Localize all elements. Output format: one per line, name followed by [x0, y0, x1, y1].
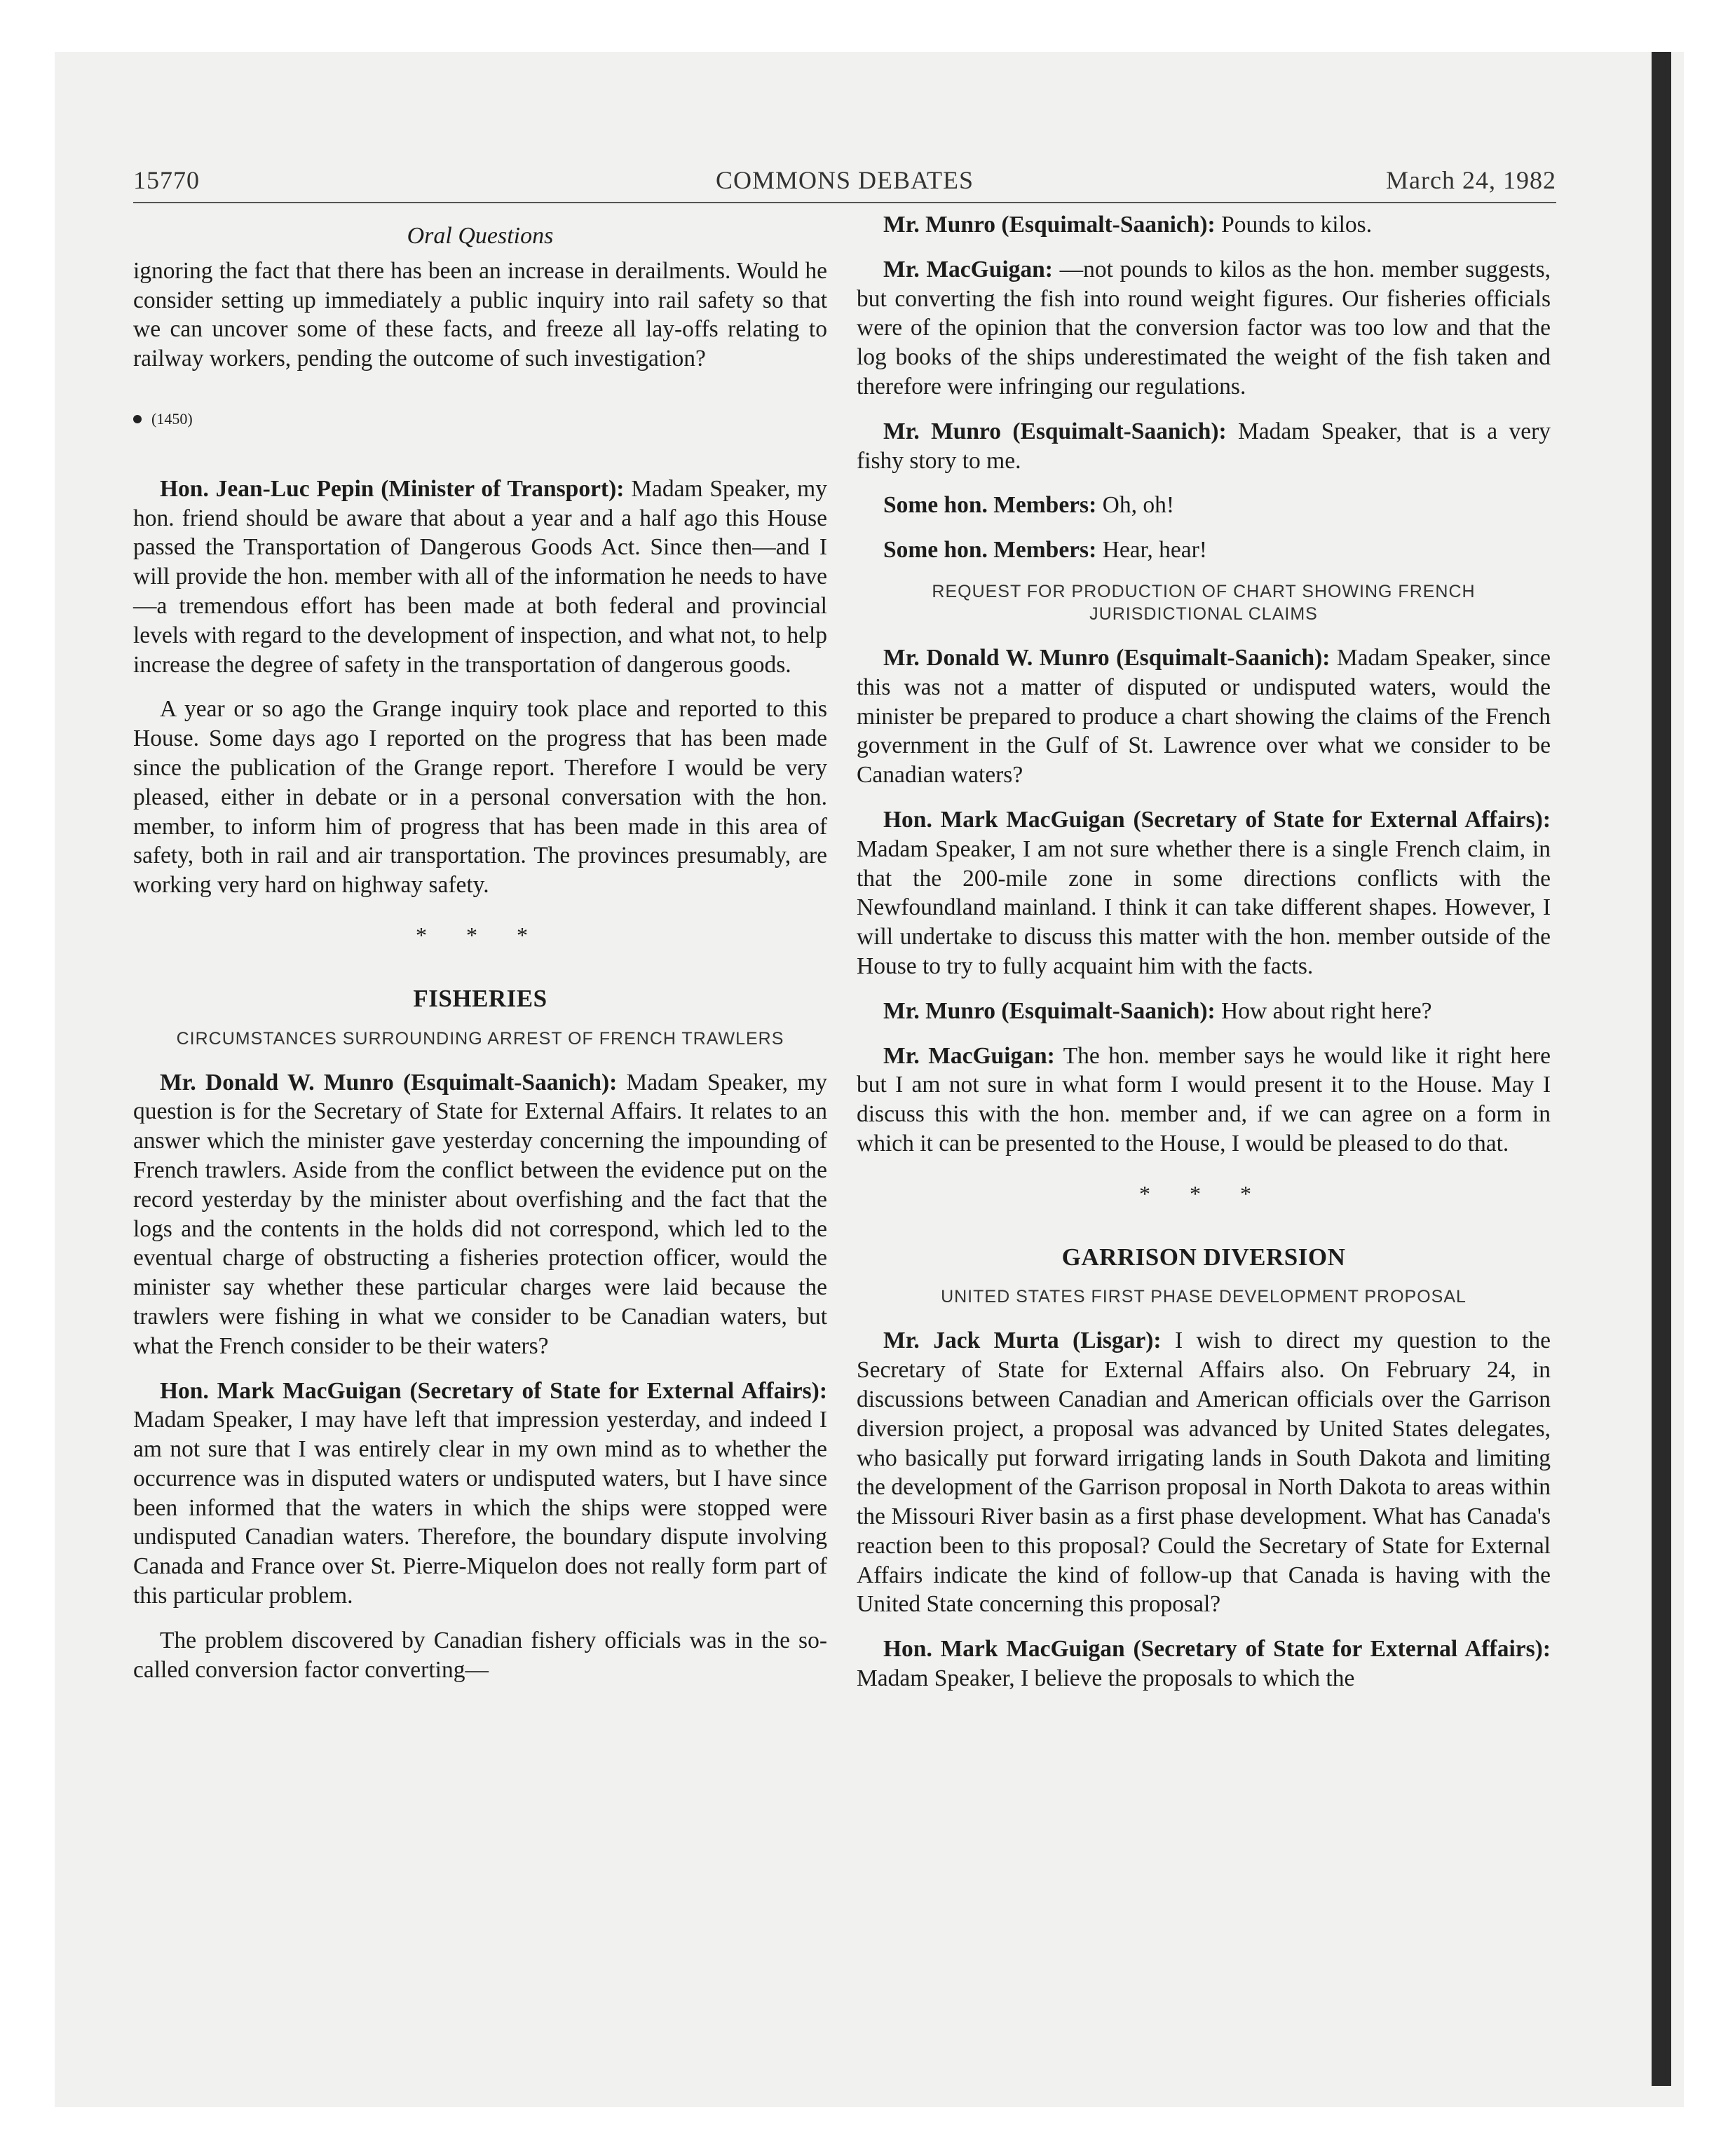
speech-text: —not pounds to kilos as the hon. member suggests, but converting the fish into round weight figures. Our fisheries officials were of the opinion that the conversion factor was too low and that the log books of the ships underestimated the weight of the fish taken and therefore were infringing our regulations.: [857, 256, 1551, 400]
paragraph: [133, 1068, 827, 1361]
paragraph: [857, 417, 1551, 476]
speaker-name: Hon. Mark MacGuigan (Secretary of State for External Affairs):: [160, 1377, 827, 1404]
paragraph: [857, 997, 1551, 1026]
speaker-name: Mr. Donald W. Munro (Esquimalt-Saanich):: [883, 644, 1331, 671]
speaker-name: Mr. Donald W. Munro (Esquimalt-Saanich):: [160, 1069, 618, 1096]
paragraph: [857, 255, 1551, 402]
speech-text: Madam Speaker, I believe the proposals to which the: [857, 1665, 1355, 1692]
speech-text: Madam Speaker, my hon. friend should be aware that about a year and a half ago this House passed the Transportation of Dangerous Goods Act. Since then—and I will provide the hon. member with all of the information he needs to have—a tremendous effort has been made at both federal and provincial levels with regard to the development of inspection, and what not, to help increase the degree of safety in the transportation of dangerous goods.: [133, 475, 827, 678]
speaker-name: Mr. Munro (Esquimalt-Saanich):: [883, 212, 1216, 238]
speaker-name: Hon. Mark MacGuigan (Secretary of State for External Affairs):: [883, 806, 1551, 833]
speaker-name: Mr. Munro (Esquimalt-Saanich):: [883, 997, 1216, 1024]
page-header: [133, 165, 1556, 202]
paragraph: [133, 1377, 827, 1611]
paragraph: [857, 535, 1551, 565]
page-number: 15770: [133, 166, 200, 194]
paragraph: [857, 1326, 1551, 1619]
paragraph: A year or so ago the Grange inquiry took place and reported to this House. Some days ago I reported on the progress that has been made since the publication of the Grange report. Therefore I would be very pleased, either in debate or in a personal conversation with the hon. member, to inform him of progress that has been made in this area of safety, both in rail and air transportation. The provinces presumably, are working very hard on highway safety.: [133, 696, 827, 899]
speech-text: The hon. member says he would like it right here but I am not sure in what form I would present it to the House. May I discuss this with the hon. member and, if we can agree on a form in which it can be presented to the House, I would be pleased to do that.: [857, 1042, 1551, 1157]
paragraph: [857, 1635, 1551, 1693]
paragraph: [857, 643, 1551, 790]
speaker-name: Mr. MacGuigan:: [883, 256, 1053, 282]
header-rule: [133, 202, 1556, 203]
speaker-name: Some hon. Members:: [883, 492, 1097, 519]
speaker-name: Mr. Jack Murta (Lisgar):: [883, 1328, 1162, 1354]
speaker-name: Hon. Mark MacGuigan (Secretary of State for External Affairs):: [883, 1636, 1551, 1663]
subheading: UNITED STATES FIRST PHASE DEVELOPMENT PROPOSAL: [941, 1287, 1467, 1307]
bullet-icon: [133, 415, 142, 423]
paragraph: The problem discovered by Canadian fishery officials was in the so-called conversion factor converting—: [133, 1627, 827, 1683]
section-label: Oral Questions: [407, 223, 554, 249]
right-column: [857, 210, 1551, 1709]
speech-text: Madam Speaker, my question is for the Secretary of State for External Affairs. It relates to an answer which the minister gave yesterday concerning the impounding of French trawlers. Aside from the conflict between the evidence put on the record yesterday by the minister about overfishing and the fact that the logs and the contents in the holds did not correspond, which led to the eventual charge of obstructing a fisheries protection officer, would the minister say whether these particular charges were laid because the trawlers were fishing in what we consider to be Canadian waters, but what the French consider to be their waters?: [133, 1069, 827, 1359]
speech-text: I wish to direct my question to the Secretary of State for External Affairs also. On February 24, in discussions between Canadian and American officials over the Garrison diversion project, a proposal was advanced by United States delegates, who basically put forward irrigating lands in South Dakota and limiting the development of the Garrison proposal in North Dakota to areas within the Missouri River basin as a first phase development. What has Canada's reaction been to this proposal? Could the Secretary of State for External Affairs indicate the kind of follow-up that Canada is having with the United State concerning this proposal?: [857, 1328, 1551, 1618]
speaker-name: Mr. Munro (Esquimalt-Saanich):: [883, 418, 1227, 444]
speech-text: Pounds to kilos.: [1215, 212, 1373, 238]
subheading: CIRCUMSTANCES SURROUNDING ARREST OF FRENCH TRAWLERS: [176, 1028, 784, 1049]
left-column: [133, 210, 827, 1700]
speaker-name: Some hon. Members:: [883, 537, 1097, 564]
paragraph: [857, 210, 1551, 240]
scan-edge-bar: [1652, 52, 1671, 2086]
time-marker-label: (1450): [151, 409, 193, 428]
section-separator: * * *: [416, 922, 545, 948]
publication-date: March 24, 1982: [1386, 166, 1556, 194]
speech-text: How about right here?: [1215, 997, 1432, 1024]
paragraph: [857, 1042, 1551, 1159]
speaker-name: Hon. Jean-Luc Pepin (Minister of Transport):: [160, 475, 625, 502]
section-heading: FISHERIES: [413, 984, 547, 1012]
publication-title: COMMONS DEBATES: [715, 166, 974, 194]
speech-text: Madam Speaker, that is a very fishy story to me.: [857, 418, 1551, 474]
speech-text: Oh, oh!: [1096, 492, 1174, 519]
paragraph: [857, 805, 1551, 981]
speech-text: Hear, hear!: [1096, 537, 1207, 564]
section-separator: * * *: [1139, 1180, 1268, 1206]
speaker-name: Mr. MacGuigan:: [883, 1042, 1055, 1069]
subheading: REQUEST FOR PRODUCTION OF CHART SHOWING FRENCH JURISDICTIONAL CLAIMS: [932, 581, 1476, 624]
speech-text: Madam Speaker, since this was not a matter of disputed or undisputed waters, would the minister be prepared to produce a chart showing the claims of the French government in the Gulf of St. Lawrence over what we consider to be Canadian waters?: [857, 644, 1551, 789]
time-marker: [133, 404, 827, 434]
speech-text: Madam Speaker, I may have left that impression yesterday, and indeed I am not sure that I was entirely clear in my own mind as to whether the occurrence was in disputed waters or undisputed waters, but I have since been informed that the waters in which the ships were stopped were undisputed Canadian waters. Therefore, the boundary dispute involving Canada and France over St. Pierre-Miquelon does not really form part of this particular problem.: [133, 1407, 827, 1609]
paragraph: ignoring the fact that there has been an increase in derailments. Would he consider setting up immediately a public inquiry into rail safety so that we can uncover some of these facts, and freeze all lay-offs relating to railway workers, pending the outcome of such investigation?: [133, 257, 827, 372]
paragraph: [857, 491, 1551, 520]
paragraph: [133, 475, 827, 680]
section-heading: GARRISON DIVERSION: [1061, 1243, 1346, 1271]
speech-text: Madam Speaker, I am not sure whether there is a single French claim, in that the 200-mile zone in some directions conflicts with the Newfoundland mainland. I think it can take different shapes. However, I will undertake to discuss this matter with the hon. member outside of the House to try to fully acquaint him with the facts.: [857, 835, 1551, 979]
